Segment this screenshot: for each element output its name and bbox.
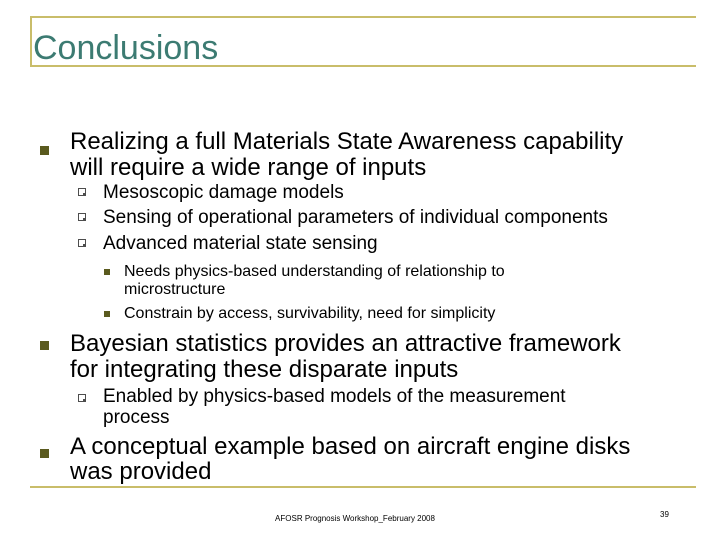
sub-bullet-1-2: Sensing of operational parameters of individual components (103, 207, 608, 228)
bullet-3-line-1: A conceptual example based on aircraft engine disks (70, 433, 631, 460)
frame-left-line (30, 16, 32, 66)
small-square-bullet-icon (104, 269, 110, 275)
hollow-square-bullet-icon (78, 188, 86, 196)
bullet-square-icon (40, 449, 49, 458)
bullet-1-line-2: will require a wide range of inputs (70, 154, 427, 181)
bullet-2-line-2: for integrating these disparate inputs (70, 356, 459, 383)
sub-sub-bullet-1-line-1: Needs physics-based understanding of relationship to (124, 263, 505, 280)
hollow-square-bullet-icon (78, 213, 86, 221)
footer-line (30, 486, 696, 488)
bullet-2-line-1: Bayesian statistics provides an attractive framework (70, 330, 621, 357)
footer-text: AFOSR Prognosis Workshop_February 2008 (275, 514, 435, 523)
bullet-square-icon (40, 341, 49, 350)
frame-top-line (30, 16, 696, 18)
slide-title: Conclusions (33, 29, 219, 67)
page-number: 39 (660, 510, 669, 519)
bullet-1-line-1: Realizing a full Materials State Awareness capability (70, 128, 624, 155)
bullet-square-icon (40, 146, 49, 155)
hollow-square-bullet-icon (78, 394, 86, 402)
sub-bullet-2-1-line-2: process (103, 407, 170, 428)
sub-bullet-1-3: Advanced material state sensing (103, 233, 378, 254)
bullet-3-line-2: was provided (70, 458, 212, 485)
sub-sub-bullet-1-line-2: microstructure (124, 281, 226, 298)
small-square-bullet-icon (104, 311, 110, 317)
sub-bullet-2-1-line-1: Enabled by physics-based models of the measurement (103, 386, 566, 407)
sub-bullet-1-1: Mesoscopic damage models (103, 182, 344, 203)
sub-sub-bullet-2: Constrain by access, survivability, need for simplicity (124, 305, 496, 322)
hollow-square-bullet-icon (78, 239, 86, 247)
